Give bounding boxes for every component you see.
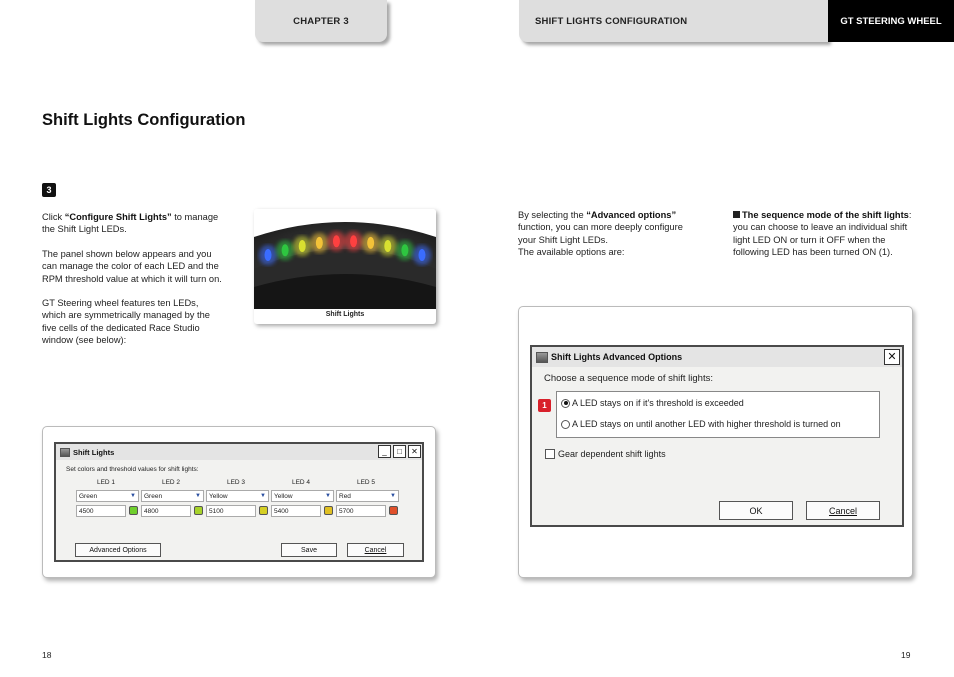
step-badge: 3 (42, 183, 56, 197)
square-bullet-icon (733, 211, 740, 218)
led-color-select[interactable] (336, 490, 399, 502)
save-button[interactable]: Save (281, 543, 337, 557)
text-segment: By selecting the (518, 210, 587, 220)
left-paragraph-2: The panel shown below appears and you can manage the color of each LED and the RPM threshold value at which it will turn on. (42, 249, 222, 284)
led-column-label: LED 5 (356, 479, 376, 486)
shift-lights-screenshot-frame (42, 426, 436, 578)
led-threshold-input[interactable]: 5100 (206, 505, 256, 517)
right-paragraph-2 (733, 209, 915, 259)
led-threshold-input[interactable]: 4500 (76, 505, 126, 517)
text-segment: : you can choose to leave an individual shift light LED ON or turn it OFF when the following LED has been turned ON (1). (733, 210, 912, 258)
cancel-button[interactable]: Cancel (347, 543, 404, 557)
window-instruction: Set colors and threshold values for shift lights: (66, 466, 199, 473)
chevron-down-icon[interactable]: ▼ (260, 493, 266, 499)
section-tab (519, 0, 828, 42)
text-segment: function, you can more deeply configure your Shift Light LEDs. (518, 222, 683, 245)
window-titlebar (532, 347, 902, 367)
led-threshold-input[interactable]: 5400 (271, 505, 321, 517)
led-color-value: Yellow (274, 492, 293, 500)
chevron-down-icon[interactable]: ▼ (195, 493, 201, 499)
led-column-label: LED 4 (291, 479, 311, 486)
advanced-options-button[interactable]: Advanced Options (75, 543, 161, 557)
led-indicator-icon (259, 506, 268, 515)
led-column-label: LED 3 (226, 479, 246, 486)
product-label: GT STEERING WHEEL (840, 15, 942, 27)
page-title: Shift Lights Configuration (42, 111, 246, 129)
led-color-select[interactable] (271, 490, 334, 502)
option-threshold-exceeded[interactable] (561, 398, 744, 408)
text-segment: Click (42, 212, 65, 222)
text-bold: “Configure Shift Lights” (64, 212, 172, 222)
advanced-options-screenshot-frame (518, 306, 913, 578)
led-color-value: Green (144, 492, 163, 500)
chapter-label: CHAPTER 3 (293, 15, 349, 27)
group-label: Choose a sequence mode of shift lights: (544, 373, 713, 384)
left-paragraph-1 (42, 211, 224, 236)
radio-selected-icon[interactable] (561, 399, 570, 408)
window-titlebar (56, 444, 422, 460)
chevron-down-icon[interactable]: ▼ (325, 493, 331, 499)
text-segment: The available options are: (518, 247, 625, 258)
led-color-value: Yellow (209, 492, 228, 500)
left-paragraph-3: GT Steering wheel features ten LEDs, which are symmetrically managed by the five cells of the dedicated Race Studio window (see below): (42, 298, 210, 346)
text-bold: The sequence mode of the shift lights (742, 210, 909, 220)
led-light (299, 240, 306, 252)
led-color-value: Red (339, 492, 351, 500)
product-tab (828, 0, 954, 42)
steering-wheel-illustration (254, 209, 436, 309)
led-columns (76, 479, 406, 537)
close-icon[interactable]: ✕ (408, 445, 421, 458)
led-indicator-icon (324, 506, 333, 515)
option-until-next-led[interactable] (561, 419, 841, 429)
section-label: SHIFT LIGHTS CONFIGURATION (535, 15, 688, 27)
led-light (419, 249, 426, 261)
led-light (282, 244, 289, 256)
radio-unselected-icon[interactable] (561, 420, 570, 429)
cancel-button[interactable]: Cancel (806, 501, 880, 520)
led-color-select[interactable] (76, 490, 139, 502)
chapter-tab (255, 0, 387, 42)
minimize-icon[interactable]: _ (378, 445, 391, 458)
led-indicator-icon (129, 506, 138, 515)
ok-button[interactable]: OK (719, 501, 793, 520)
page-number-left: 18 (42, 650, 52, 660)
gear-dependent-checkbox-row[interactable] (545, 449, 666, 459)
sequence-options-group (556, 391, 880, 438)
advanced-options-window (530, 345, 904, 527)
close-icon[interactable]: ✕ (884, 349, 900, 365)
app-icon (536, 352, 548, 363)
led-color-value: Green (79, 492, 98, 500)
led-light (384, 240, 391, 252)
checkbox-label: Gear dependent shift lights (558, 449, 666, 459)
led-threshold-input[interactable]: 4800 (141, 505, 191, 517)
shift-lights-photo (254, 209, 436, 324)
led-indicator-icon (389, 506, 398, 515)
led-light (350, 235, 357, 247)
checkbox-icon[interactable] (545, 449, 555, 459)
radio-dot-icon (564, 401, 568, 405)
text-bold: “Advanced options” (586, 210, 677, 220)
window-title: Shift Lights Advanced Options (551, 352, 683, 362)
led-light (316, 237, 323, 249)
callout-marker: 1 (538, 399, 551, 412)
chevron-down-icon[interactable]: ▼ (390, 493, 396, 499)
window-title: Shift Lights (73, 447, 115, 457)
option-label: A LED stays on if it's threshold is exceeded (572, 398, 744, 408)
option-label: A LED stays on until another LED with higher threshold is turned on (572, 419, 841, 429)
page-number-right: 19 (901, 650, 911, 660)
maximize-icon[interactable]: □ (393, 445, 406, 458)
photo-caption: Shift Lights (325, 311, 365, 318)
shift-lights-window (54, 442, 424, 562)
led-indicator-icon (194, 506, 203, 515)
led-column-label: LED 1 (96, 479, 116, 486)
led-light (401, 244, 408, 256)
led-threshold-input[interactable]: 5700 (336, 505, 386, 517)
app-icon (60, 448, 70, 457)
led-column-label: LED 2 (161, 479, 181, 486)
chevron-down-icon[interactable]: ▼ (130, 493, 136, 499)
led-light (367, 237, 374, 249)
led-light (265, 249, 272, 261)
text-segment: to manage the Shift Light LEDs. (42, 212, 219, 235)
led-color-select[interactable] (206, 490, 269, 502)
led-light (333, 235, 340, 247)
led-color-select[interactable] (141, 490, 204, 502)
right-paragraph-1 (518, 209, 700, 259)
